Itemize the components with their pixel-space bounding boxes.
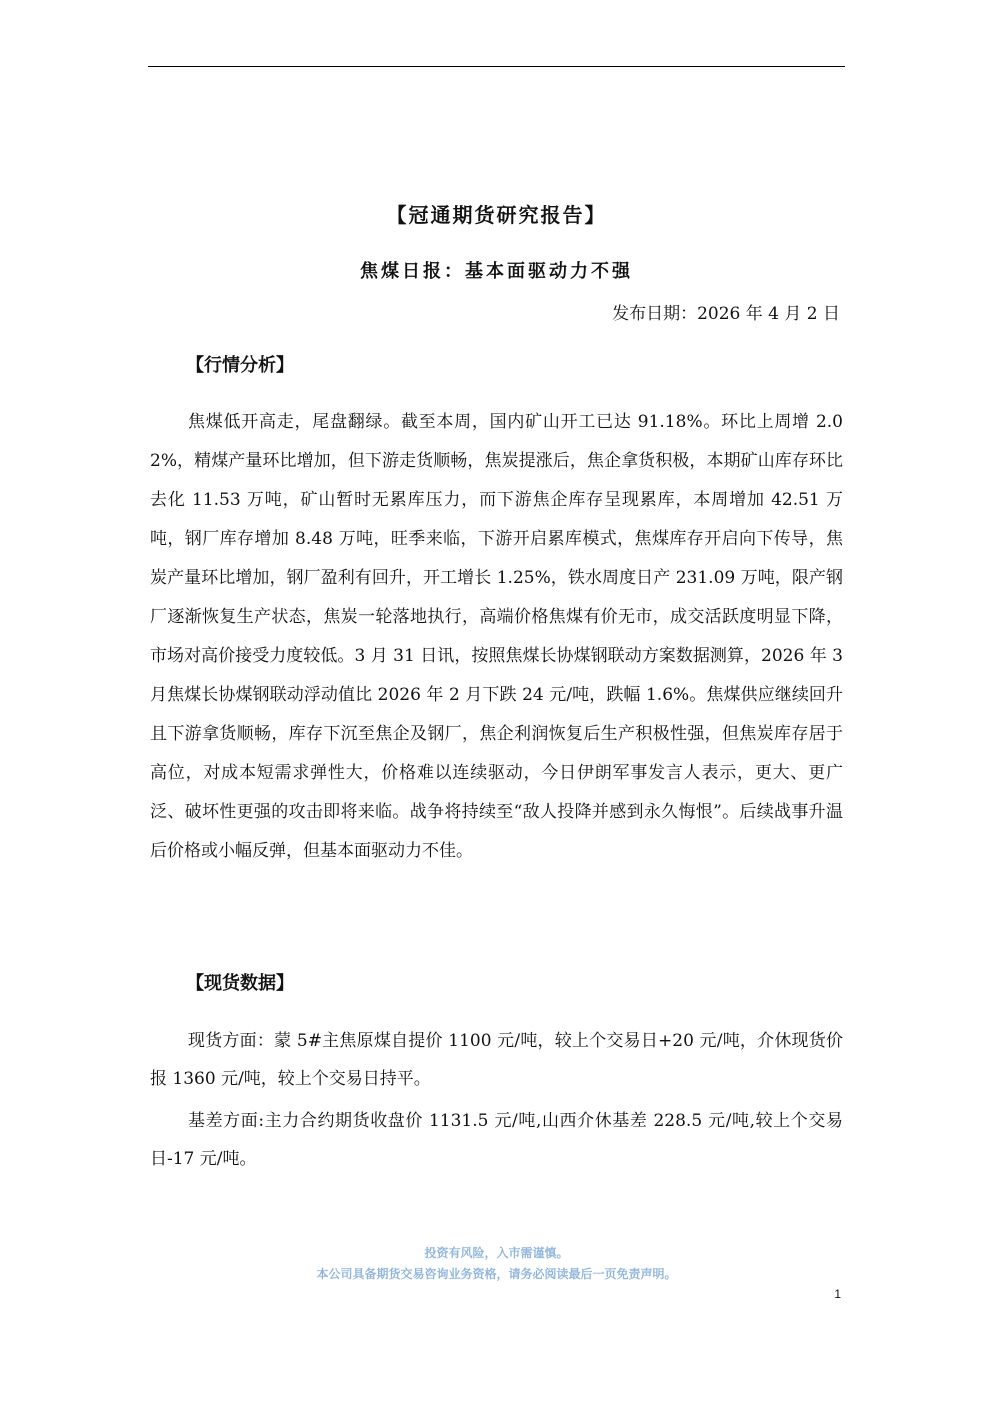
page-number: 1 [834,1287,841,1301]
analysis-heading: 【行情分析】 [186,355,294,376]
spot-price-paragraph: 现货方面：蒙 5#主焦原煤自提价 1100 元/吨，较上个交易日+20 元/吨，介休现货价报 1360 元/吨，较上个交易日持平。 [150,1031,843,1089]
spot-data-heading: 【现货数据】 [186,973,294,994]
header-rule [148,66,845,67]
qualification-disclaimer: 本公司具备期货交易咨询业务资格，请务必阅读最后一页免责声明。 [316,1267,677,1281]
report-subtitle: 焦煤日报：基本面驱动力不强 [360,261,633,282]
basis-paragraph: 基差方面:主力合约期货收盘价 1131.5 元/吨,山西介休基差 228.5 元/吨,较上个交易日-17 元/吨。 [150,1111,843,1169]
analysis-paragraph: 焦煤低开高走，尾盘翻绿。截至本周，国内矿山开工已达 91.18%。环比上周增 2.02%，精煤产量环比增加，但下游走货顺畅，焦炭提涨后，焦企拿货积极，本期矿山库存环比去化 11.53 万吨，矿山暂时无累库压力，而下游焦企库存呈现累库，本周增加 42.51 万吨，钢厂库存增加 8.48 万吨，旺季来临，下游开启累库模式，焦煤库存开启向下传导，焦炭产量环比增加，钢厂盈利有回升，开工增长 1.25%，铁水周度日产 231.09 万吨，限产钢厂逐渐恢复生产状态，焦炭一轮落地执行，高端价格焦煤有价无市，成交活跃度明显下降，市场对高价接受力度较低。3 月 31 日讯，按照焦煤长协煤钢联动方案数据测算，2026 年 3 月焦煤长协煤钢联动浮动值比 2026 年 2 月下跌 24 元/吨，跌幅 1.6%。焦煤供应继续回升且下游拿货顺畅，库存下沉至焦企及钢厂，焦企利润恢复后生产积极性强，但焦炭库存居于高位，对成本短需求弹性大，价格难以连续驱动，今日伊朗军事发言人表示，更大、更广泛、破坏性更强的攻击即将来临。战争将持续至“敌人投降并感到永久悔恨”。后续战事升温后价格或小幅反弹，但基本面驱动力不佳。 [150,412,843,861]
risk-disclaimer: 投资有风险，入市需谨慎。 [424,1246,569,1260]
publish-date: 发布日期：2026 年 4 月 2 日 [612,304,840,324]
report-title: 【冠通期货研究报告】 [386,203,607,227]
